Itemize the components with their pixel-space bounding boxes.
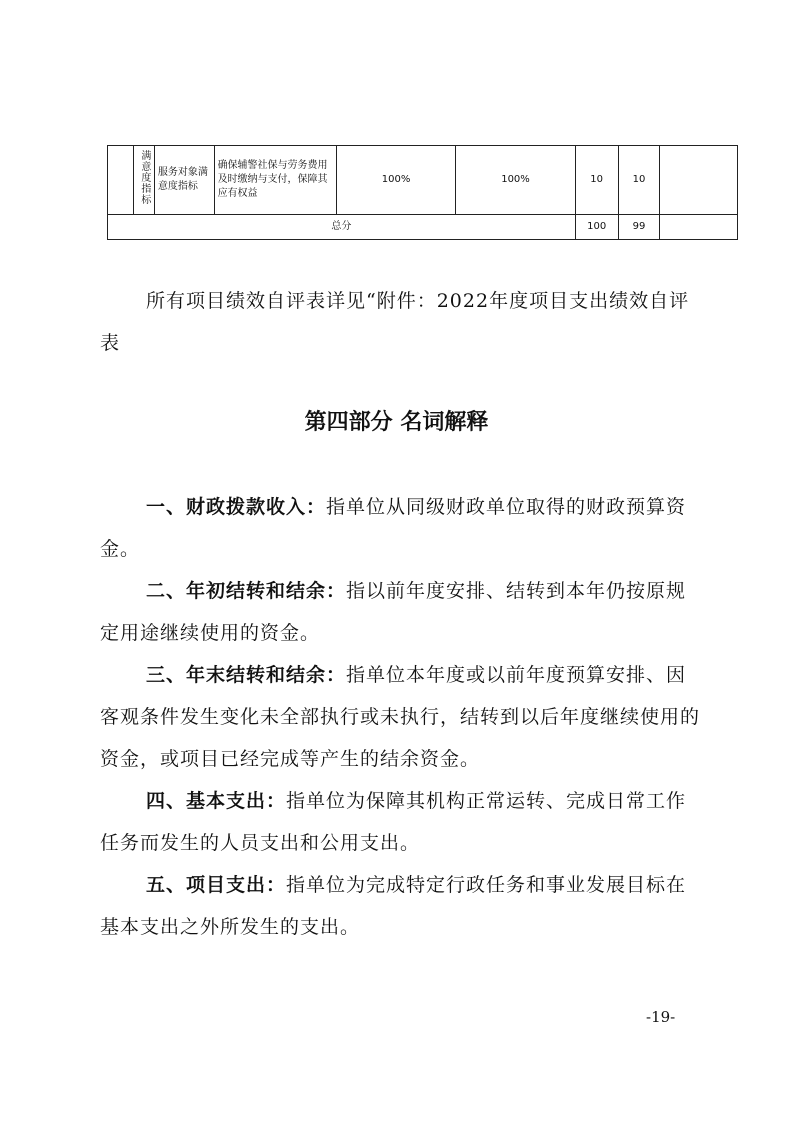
term-1: 一、财政拨款收入：指单位从同级财政单位取得的财政预算资金。 <box>100 496 687 560</box>
term-4: 四、基本支出：指单位为保障其机构正常运转、完成日常工作任务而发生的人员支出和公用支出。 <box>100 790 687 854</box>
attachment-note: 所有项目绩效自评表详见“附件：2022年度项目支出绩效自评表 <box>100 290 690 354</box>
total-score: 99 <box>618 215 660 240</box>
actual-value: 100% <box>456 146 575 215</box>
page-number: -19- <box>646 1008 676 1026</box>
total-weight: 100 <box>575 215 618 240</box>
total-label: 总分 <box>108 215 576 240</box>
section-heading: 第四部分 名词解释 <box>304 409 489 435</box>
score: 10 <box>618 146 660 215</box>
total-row <box>108 215 738 240</box>
term-3: 三、年末结转和结余：指单位本年度或以前年度预算安排、因客观条件发生变化未全部执行或未执行，结转到以后年度继续使用的资金，或项目已经完成等产生的结余资金。 <box>100 664 701 770</box>
indicator-level2: 满意度指标 <box>133 146 154 215</box>
term-2: 二、年初结转和结余：指以前年度安排、结转到本年仍按原规定用途继续使用的资金。 <box>100 580 687 644</box>
indicator-level3: 服务对象满意度指标 <box>154 146 214 215</box>
weight: 10 <box>575 146 618 215</box>
table-row <box>108 146 738 215</box>
term-5: 五、项目支出：指单位为完成特定行政任务和事业发展目标在基本支出之外所发生的支出。 <box>100 874 687 938</box>
target-value: 100% <box>336 146 455 215</box>
remark <box>660 146 738 215</box>
performance-table <box>107 145 738 240</box>
indicator-content: 确保辅警社保与劳务费用及时缴纳与支付，保障其应有权益 <box>214 146 336 215</box>
